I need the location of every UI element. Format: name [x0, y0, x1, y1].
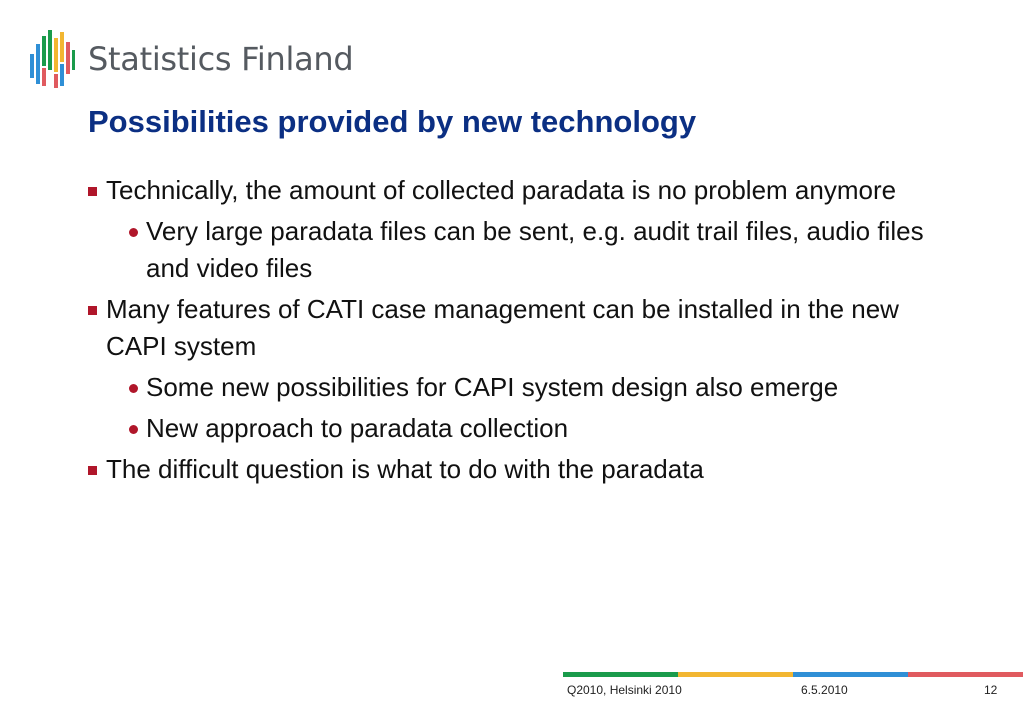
footer-bar-yellow — [678, 672, 793, 677]
footer-event: Q2010, Helsinki 2010 — [567, 683, 682, 697]
slide-title: Possibilities provided by new technology — [88, 104, 697, 139]
sub-bullet-item — [88, 213, 928, 287]
footer-bar-red — [908, 672, 1023, 677]
sub-bullet-text: New approach to paradata collection — [146, 413, 569, 443]
bullet-text: Technically, the amount of collected paradata is no problem anymore — [106, 175, 897, 205]
bullet-list — [88, 172, 928, 492]
round-bullet-icon — [129, 228, 138, 237]
footer-color-bar — [563, 672, 1023, 677]
footer-date: 6.5.2010 — [801, 683, 848, 697]
square-bullet-icon — [88, 187, 97, 196]
logo-text: Statistics Finland — [88, 40, 354, 78]
round-bullet-icon — [129, 384, 138, 393]
sub-bullet-text: Some new possibilities for CAPI system design also emerge — [146, 372, 839, 402]
square-bullet-icon — [88, 306, 97, 315]
bullet-item — [88, 451, 928, 488]
footer-bar-green — [563, 672, 678, 677]
bullet-text: Many features of CATI case management can be installed in the new CAPI system — [106, 294, 899, 361]
sub-bullet-text: Very large paradata files can be sent, e.g. audit trail files, audio files and video files — [146, 216, 924, 283]
sub-bullet-item — [88, 410, 928, 447]
square-bullet-icon — [88, 466, 97, 475]
logo-mark-icon — [28, 28, 76, 90]
round-bullet-icon — [129, 425, 138, 434]
sub-bullet-item — [88, 369, 928, 406]
footer-bar-blue — [793, 672, 908, 677]
bullet-item — [88, 291, 928, 365]
footer-page-number: 12 — [984, 683, 998, 697]
bullet-item — [88, 172, 928, 209]
bullet-text: The difficult question is what to do with the paradata — [106, 454, 704, 484]
